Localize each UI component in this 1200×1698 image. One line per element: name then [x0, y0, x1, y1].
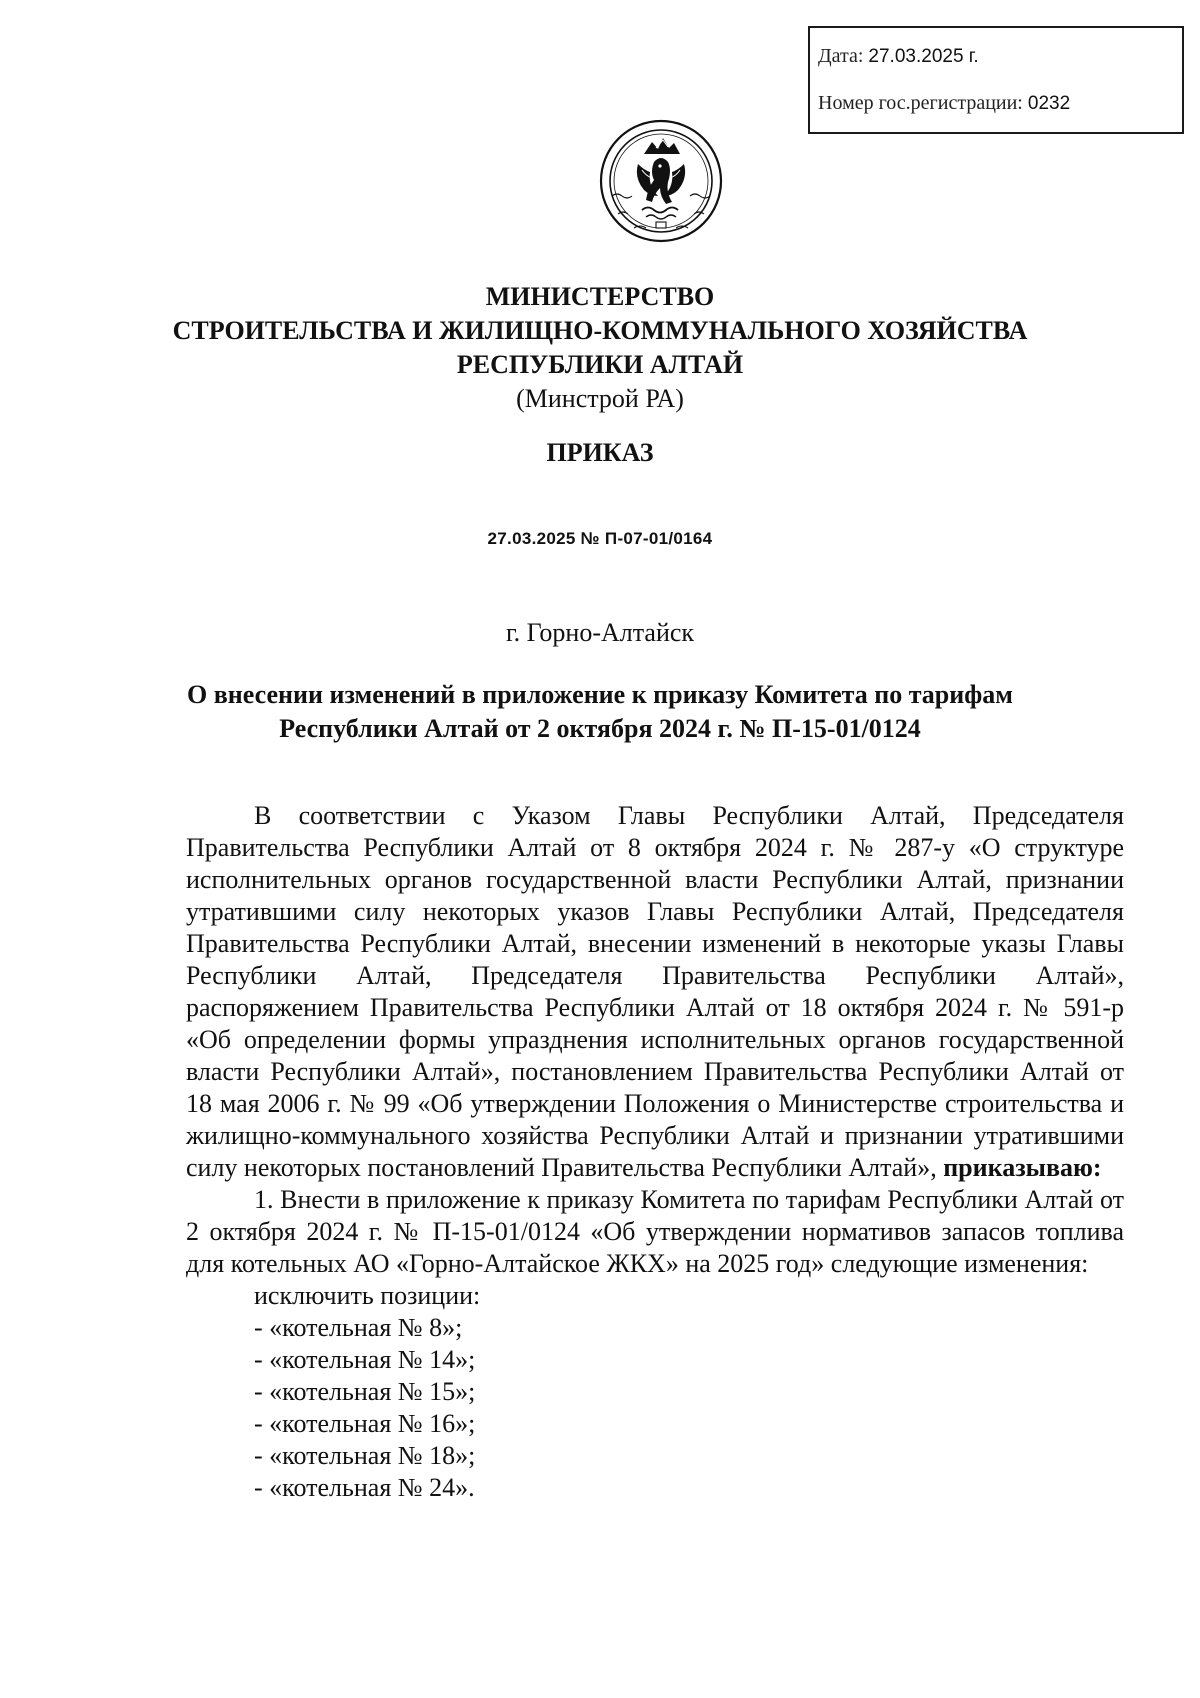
preamble-paragraph — [186, 800, 1124, 1184]
registration-number-value: 0232 — [1027, 93, 1071, 114]
list-item: - «котельная № 18»; — [254, 1441, 476, 1470]
document-city: г. Горно-Алтайск — [505, 618, 695, 647]
ministry-name-line2: СТРОИТЕЛЬСТВА И ЖИЛИЩНО-КОММУНАЛЬНОГО ХОЗЯЙСТВА — [172, 316, 1028, 345]
order-date-number: 27.03.2025 № П-07-01/0164 — [487, 529, 713, 548]
registration-date-line — [818, 46, 1182, 72]
document-subject — [150, 678, 1050, 746]
registration-number-label: Номер гос.регистрации: — [818, 92, 1023, 114]
list-item: - «котельная № 16»; — [254, 1409, 476, 1438]
ministry-name-line1: МИНИСТЕРСТВО — [485, 282, 715, 311]
item-1-paragraph: 1. Внести в приложение к приказу Комитета по тарифам Республики Алтай от 2 октября 2024 г. № П-15-01/0124 «Об утверждении нормативов запасов топлива для котельных АО «Горно-Алтайское ЖКХ» на 2025 год» следующие изменения: — [186, 1185, 1124, 1278]
preamble-emphasis: приказываю: — [943, 1153, 1102, 1182]
registration-date-value: 27.03.2025 г. — [868, 46, 979, 67]
altai-republic-emblem-icon — [598, 118, 724, 244]
list-item: - «котельная № 15»; — [254, 1377, 476, 1406]
document-body — [186, 800, 1124, 1504]
list-item: - «котельная № 24». — [254, 1473, 475, 1502]
list-item: - «котельная № 14»; — [254, 1345, 476, 1374]
registration-date-label: Дата: — [818, 45, 864, 67]
registration-stamp — [808, 26, 1184, 134]
document-type: ПРИКАЗ — [546, 438, 654, 467]
positions-list-intro: исключить позиции: — [254, 1281, 481, 1310]
list-item: - «котельная № 8»; — [254, 1313, 463, 1342]
preamble-text: В соответствии с Указом Главы Республики Алтай, Председателя Правительства Республики Алтай от 8 октября 2024 г. № 287-у «О структуре исполнительных органов государственной власти Республики Алтай, признании утратившими силу некоторых указов Главы Республики Алтай, Председателя Правительства Республики Алтай, внесении изменений в некоторые указы Главы Республики Алтай, Председателя Правительства Республики Алтай», распоряжением Правительства Республики Алтай от 18 октября 2024 г. № 591-р «Об определении формы упразднения исполнительных органов государственной власти Республики Алтай», постановлением Правительства Республики Алтай от 18 мая 2006 г. № 99 «Об утверждении Положения о Министерстве строительства и жилищно-коммунального хозяйства Республики Алтай и признании утратившими силу некоторых постановлений Правительства Республики Алтай», — [186, 801, 1124, 1182]
document-subject-line1: О внесении изменений в приложение к приказу Комитета по тарифам — [187, 680, 1013, 709]
ministry-name-line3: РЕСПУБЛИКИ АЛТАЙ — [456, 350, 744, 379]
ministry-name — [150, 280, 1050, 382]
ministry-short-name: (Минстрой РА) — [516, 384, 684, 413]
registration-number-line — [818, 93, 1182, 119]
positions-list — [186, 1280, 1124, 1504]
document-subject-line2: Республики Алтай от 2 октября 2024 г. № П-15-01/0124 — [279, 714, 921, 743]
